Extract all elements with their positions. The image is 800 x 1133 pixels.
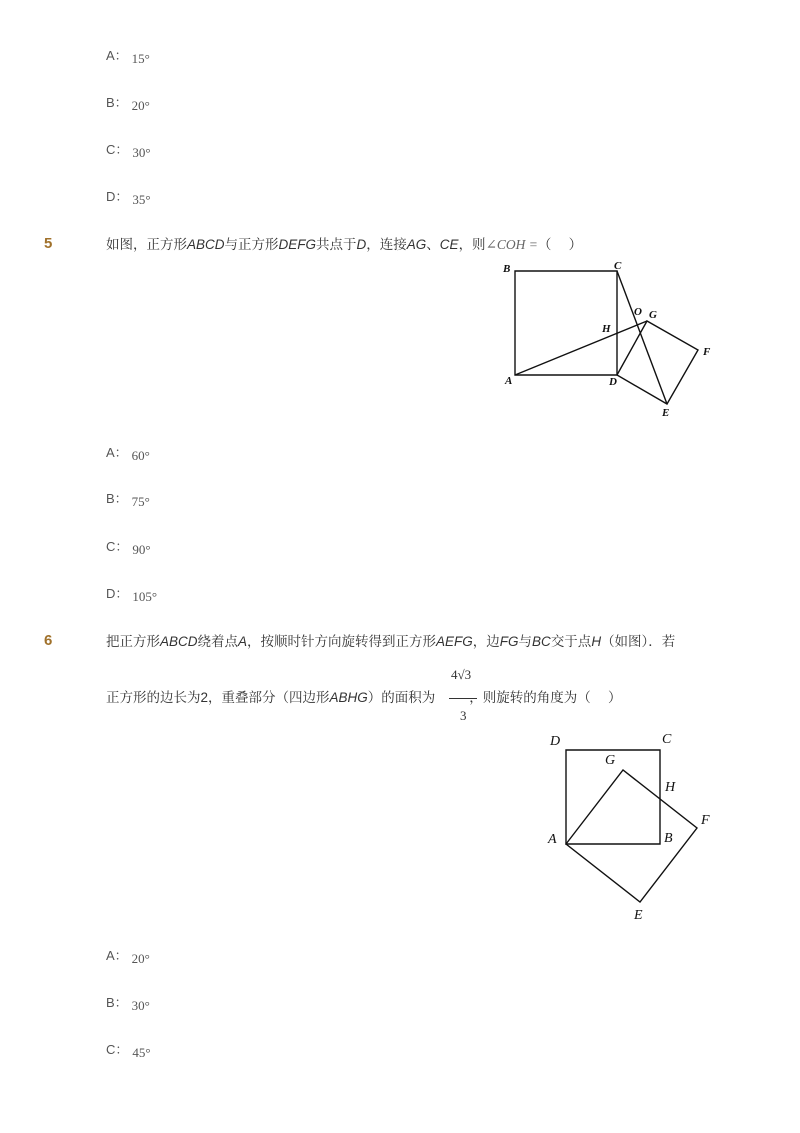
- option-letter: A：: [106, 445, 128, 460]
- option-value: 20°: [131, 951, 150, 966]
- option-value: 45°: [132, 1045, 151, 1060]
- label-e: E: [634, 908, 643, 923]
- math: BC: [532, 634, 551, 649]
- option-value: 30°: [132, 145, 151, 160]
- text: ，则: [458, 237, 486, 252]
- q6-option-c[interactable]: [106, 1042, 151, 1058]
- option-letter: B：: [106, 491, 128, 506]
- option-letter: D：: [106, 189, 129, 204]
- text: ，则旋转的角度为（ ）: [469, 690, 622, 705]
- text: 把正方形: [106, 634, 160, 649]
- text: 交于点: [550, 634, 592, 649]
- math: ABCD: [160, 634, 198, 649]
- label-d: D: [609, 376, 617, 388]
- text: ）的面积为: [367, 690, 436, 705]
- math: AEFG: [436, 634, 473, 649]
- option-value: 35°: [132, 192, 151, 207]
- option-value: 30°: [131, 998, 150, 1013]
- math: D: [356, 237, 367, 252]
- text: （如图）．若: [601, 634, 676, 649]
- label-h: H: [602, 323, 611, 335]
- label-f: F: [703, 346, 711, 358]
- text: ，按顺时针方向旋转得到正方形: [247, 634, 437, 649]
- option-letter: C：: [106, 1042, 129, 1057]
- option-value: 75°: [131, 494, 150, 509]
- text: ，边: [472, 634, 500, 649]
- q6-option-b[interactable]: [106, 995, 150, 1011]
- option-letter: C：: [106, 142, 129, 157]
- text: ，连接: [366, 237, 407, 252]
- label-o: O: [634, 306, 642, 318]
- option-value: 105°: [132, 589, 158, 604]
- option-letter: B：: [106, 995, 128, 1010]
- option-value: 90°: [132, 542, 151, 557]
- angle-expr: ∠COH =: [485, 237, 538, 252]
- fraction-numerator: 4√3: [451, 667, 472, 682]
- option-value: 20°: [131, 98, 150, 113]
- text: 、: [426, 237, 440, 252]
- label-a: A: [548, 832, 557, 847]
- math: ABHG: [329, 690, 368, 705]
- option-letter: A：: [106, 948, 128, 963]
- math: H: [591, 634, 602, 649]
- text: 正方形的边长为2，重叠部分（四边形: [106, 690, 330, 705]
- option-letter: B：: [106, 95, 128, 110]
- math: ABCD: [187, 237, 225, 252]
- label-c: C: [662, 732, 672, 747]
- text: 与: [518, 634, 533, 649]
- label-e: E: [662, 407, 670, 419]
- label-g: G: [605, 753, 616, 768]
- q6-option-a[interactable]: [106, 948, 150, 964]
- text: 共点于: [316, 237, 357, 252]
- question-number-6: 6: [44, 632, 53, 649]
- text: 绕着点: [197, 634, 239, 649]
- label-d: D: [550, 734, 561, 749]
- label-b: B: [664, 831, 673, 846]
- text: 与正方形: [224, 237, 279, 252]
- label-h: H: [665, 780, 676, 795]
- option-letter: D：: [106, 586, 129, 601]
- math: A: [238, 634, 248, 649]
- label-f: F: [701, 813, 710, 828]
- label-g: G: [649, 309, 657, 321]
- option-value: 15°: [131, 51, 150, 66]
- math: FG: [499, 634, 519, 649]
- label-c: C: [614, 260, 622, 272]
- fraction-denominator: 3: [460, 708, 467, 723]
- option-letter: C：: [106, 539, 129, 554]
- text: （ ）: [537, 237, 583, 252]
- label-b: B: [503, 263, 511, 275]
- math: CE: [439, 237, 459, 252]
- math: DEFG: [278, 237, 317, 252]
- label-a: A: [505, 375, 513, 387]
- math: AG: [406, 237, 427, 252]
- option-value: 60°: [131, 448, 150, 463]
- option-letter: A：: [106, 48, 128, 63]
- question-number-5: 5: [44, 235, 53, 252]
- square-aefg: [566, 770, 697, 902]
- text: 如图，正方形: [106, 237, 187, 252]
